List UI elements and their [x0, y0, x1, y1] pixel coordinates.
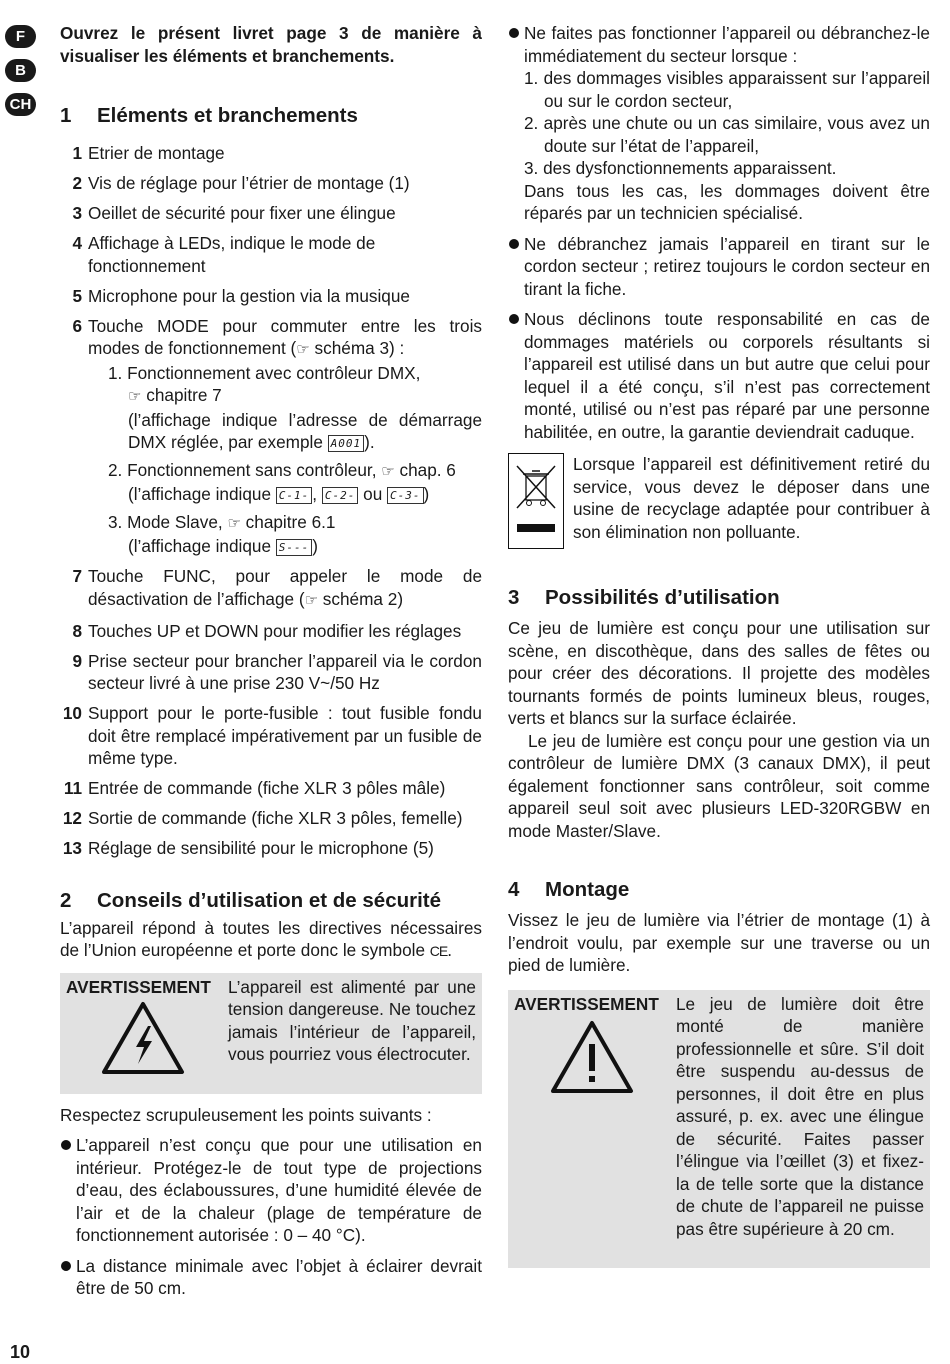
list-item: 10 Support pour le porte-fusible : tout fusible fondu doit être remplacé impérativement par un fusible de même type. [62, 703, 482, 768]
list-item: 7 Touche FUNC, pour appeler le mode de désactivation de l’affichage (☞ schéma 2) [60, 565, 482, 612]
right-column [508, 22, 930, 1268]
list-item: 3 Oeillet de sécurité pour fixer une élingue [72, 203, 396, 223]
mounting-warning-box: AVERTISSEMENT Le jeu de lumière doit être monté de manière professionnelle et sûre. S’il doit être suspendu au-dessus de personnes, il doit être en plus assuré, p. ex. avec une élingue de sécurité. Faites passer l’élingue via l’œillet (3) et fixez-la de telle sorte que la distance de chute de l’appareil ne puisse pas être supérieure à 20 cm. [508, 990, 930, 1268]
lcd-display-glyph: C-3- [387, 487, 424, 504]
list-item: 11 Entrée de commande (fiche XLR 3 pôles mâle) [63, 778, 446, 798]
ce-paragraph: L’appareil répond à toutes les directives nécessaires de l’Union européenne et porte donc le symbole CE. [60, 917, 482, 960]
recycling-notice [508, 453, 930, 553]
section-3-heading: 3 Possibilités d’utilisation [508, 586, 780, 609]
list-item: La distance minimale avec l’objet à éclairer devrait être de 50 cm. [60, 1255, 482, 1300]
lcd-display-glyph: S--- [276, 539, 313, 556]
list-item: 12 Sortie de commande (fiche XLR 3 pôles, femelle) [62, 808, 463, 828]
usage-paragraph-1: Ce jeu de lumière est conçu pour une utilisation sur scène, en discothèque, dans des salles de fêtes ou pour créer des décorations. Il projette des modèles tournants formés de points lumineux bleus, rouges, verts et blancs sur la surface éclairée. [508, 618, 930, 728]
language-badge-ch: CH [5, 93, 36, 116]
mounting-paragraph: Vissez le jeu de lumière via l’étrier de montage (1) à l’endroit voulu, par exemple sur une traverse ou un pied de lumière. [508, 910, 930, 975]
list-item: 4 Affichage à LEDs, indique le mode de fonctionnement [72, 233, 376, 276]
electric-warning-box: AVERTISSEMENT L’appareil est alimenté par une tension dangereuse. Ne touchez jamais l’intérieur de l’appareil, vous pourriez vous électrocuter. [60, 973, 482, 1094]
page-number: 10 [10, 1342, 31, 1362]
list-item: 6 Touche MODE pour commuter entre les trois modes de fonctionnement (☞ schéma 3) : 1. Fonctionnement avec contrôleur DMX, ☞ chapitre 7 (l’affichage indique l’adresse de démarrage DMX réglée, par exemple A001 ). 2. Fonctionnement sans contrôleur, ☞ chap. 6 (l’affichage indique C-1- , C-2- ou C-3- ) 3. Mode Slave, ☞ chapitre 6.1 (l’affichage indique S--- ) [72, 315, 482, 556]
general-warning-icon [550, 1020, 634, 1094]
list-item: L’appareil n’est conçu que pour une utilisation en intérieur. Protégez-le de tout type de projections d’eau, des éclaboussures, d’une humidité élevée de l’air et de la chaleur (plage de température de fonctionnement autorisée : 0 – 40 °C). [60, 1134, 482, 1247]
recycling-symbol-frame [508, 453, 564, 549]
section-2-heading: 2 Conseils d’utilisation et de sécurité [60, 888, 442, 912]
mode-sublist: 1. Fonctionnement avec contrôleur DMX, ☞ chapitre 7 (l’affichage indique l’adresse de démarrage DMX réglée, par exemple A001 ). 2. Fonctionnement sans contrôleur, ☞ chap. 6 (l’affichage indique C-1- , C-2- ou C-3- ) 3. Mode Slave, ☞ chapitre 6.1 (l’affichage indique S--- ) [108, 362, 482, 556]
language-badge-b: B [5, 59, 36, 82]
list-item: 13 Réglage de sensibilité pour le microphone (5) [62, 838, 434, 858]
list-item: 5 Microphone pour la gestion via la musique [72, 285, 410, 306]
lcd-display-glyph: C-2- [322, 487, 359, 504]
list-item: 9 Prise secteur pour brancher l’appareil via le cordon secteur livré à une prise 230 V~/50 Hz [72, 650, 482, 693]
intro-text: Ouvrez le présent livret page 3 de manière à visualiser les éléments et branchements. [60, 23, 482, 66]
recycling-text: Lorsque l’appareil est définitivement retiré du service, vous devez le déposer dans une usine de recyclage adaptée pour contribuer à son élimination non polluante. [573, 454, 930, 542]
lcd-display-glyph: A001 [328, 435, 365, 452]
pointing-hand-icon: ☞ [227, 514, 241, 532]
lcd-display-glyph: C-1- [276, 487, 313, 504]
pointing-hand-icon: ☞ [381, 462, 395, 480]
language-badge-f: F [5, 25, 36, 48]
respect-text: Respectez scrupuleusement les points suivants : [60, 1104, 432, 1125]
pointing-hand-icon: ☞ [128, 388, 142, 405]
left-column [60, 22, 482, 1308]
safety-list-right [508, 22, 930, 443]
crossed-out-bin-icon [509, 454, 563, 548]
list-item: Ne débranchez jamais l’appareil en tirant sur le cordon secteur ; retirez toujours le cordon secteur en tirant la fiche. [508, 233, 930, 301]
list-item: Nous déclinons toute responsabilité en cas de dommages matériels ou corporels résultants si l’appareil est utilisé dans un but autre que celui pour lequel il a été conçu, s’il n’est pas correctement monté, utilisé ou n’est pas réparé par une personne habilitée, en outre, la garantie deviendrait caduque. [508, 308, 930, 443]
safety-list-left [60, 1134, 482, 1300]
list-item: 1 Etrier de montage [72, 143, 225, 163]
ce-mark: CE [429, 943, 448, 959]
element-list [60, 142, 482, 860]
pointing-hand-icon: ☞ [304, 591, 319, 609]
section-1-heading: 1 Eléments et branchements [60, 104, 358, 127]
electric-shock-warning-icon [101, 1001, 185, 1075]
list-item: 8 Touches UP et DOWN pour modifier les réglages [72, 620, 462, 641]
list-item: 2 Vis de réglage pour l’étrier de montage (1) [72, 173, 410, 193]
list-item: Ne faites pas fonctionner l’appareil ou débranchez-le immédiatement du secteur lorsque : 1. des dommages visibles apparaissent sur l’appareil ou sur le cordon secteur, 2. après une chute ou un cas similaire, vous avez un doute sur l’état de l’appareil, 3. des dysfonctionnements apparaissent. Dans tous les cas, les dommages doivent être réparés par un technicien spécialisé. [508, 22, 930, 225]
pointing-hand-icon: ☞ [296, 341, 310, 358]
section-4-heading: 4 Montage [508, 878, 630, 901]
damage-sublist: 1. des dommages visibles apparaissent sur l’appareil ou sur le cordon secteur, 2. après une chute ou un cas similaire, vous avez un doute sur l’état de l’appareil, 3. des dysfonctionnements apparaissent. [524, 68, 930, 178]
usage-paragraph-2: Le jeu de lumière est conçu pour une gestion via un contrôleur de lumière DMX (3 canaux DMX), il peut également fonctionner sans contrôleur, soit comme appareil seul soit avec plusieurs LED-320RGBW en mode Master/Slave. [508, 730, 930, 841]
